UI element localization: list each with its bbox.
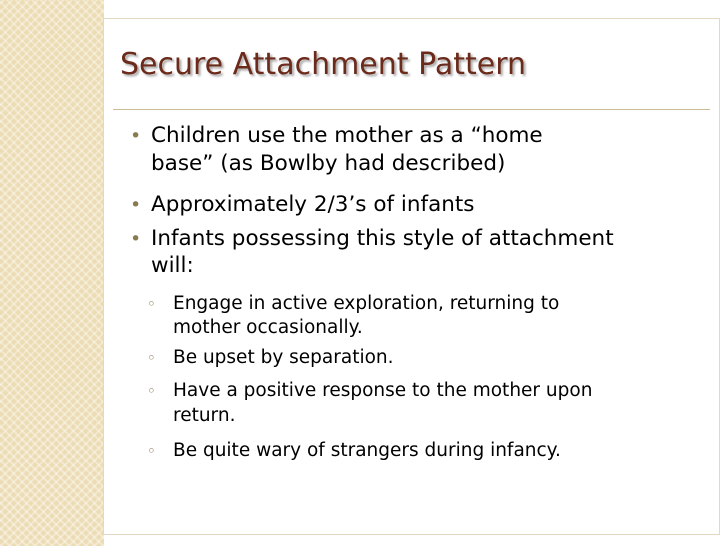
bullet-text-line: Infants possessing this style of attachment (151, 226, 614, 251)
bullet-dot-icon: • (130, 228, 142, 250)
sub-bullet-circle-icon: ◦ (147, 349, 156, 367)
slide-title: Secure Attachment Pattern (120, 47, 527, 82)
sub-bullet-circle-icon: ◦ (147, 442, 156, 460)
sub-bullet-circle-icon: ◦ (147, 295, 156, 313)
bullet-dot-icon: • (130, 125, 142, 147)
bullet-dot-icon: • (130, 194, 142, 216)
sub-bullet-text-line: return. (173, 405, 236, 426)
bullet-text-line: Approximately 2/3’s of infants (151, 192, 475, 217)
bullet-text-line: base” (as Bowlby had described) (151, 151, 506, 176)
decorative-stripe (0, 0, 104, 546)
sub-bullet-text-line: mother occasionally. (173, 317, 363, 338)
sub-bullet-text-line: Engage in active exploration, returning to (173, 293, 560, 314)
bullet-text-line: Children use the mother as a “home (151, 123, 543, 148)
sub-bullet-text-line: Have a positive response to the mother upon (173, 380, 593, 401)
sub-bullet-circle-icon: ◦ (147, 382, 156, 400)
sub-bullet-text-line: Be quite wary of strangers during infancy. (173, 440, 561, 461)
sub-bullet-text-line: Be upset by separation. (173, 347, 394, 368)
bullet-text-line: will: (151, 253, 194, 278)
title-divider (113, 109, 710, 110)
